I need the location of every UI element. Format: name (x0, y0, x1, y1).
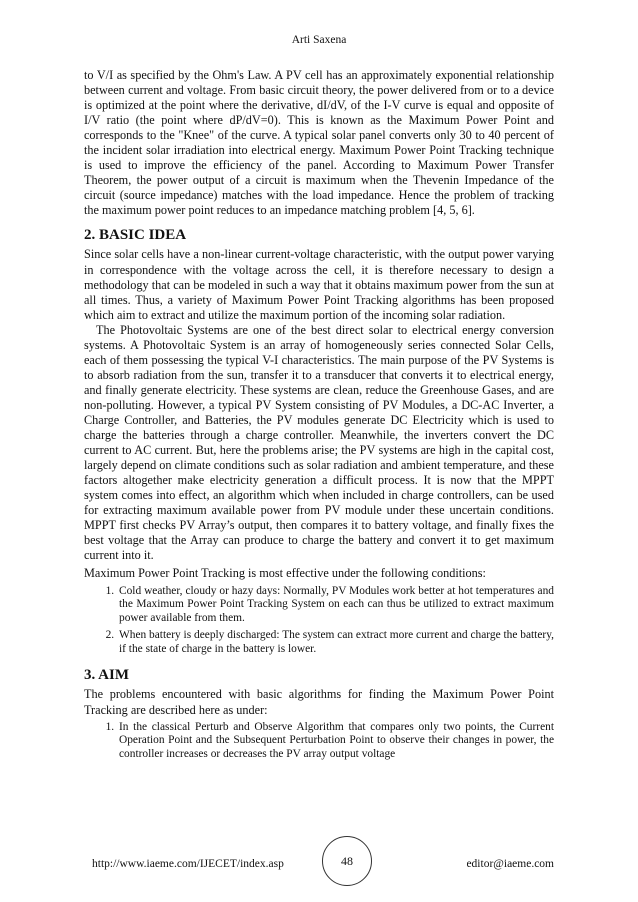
page-footer (84, 852, 554, 882)
section-heading-basic-idea: 2. BASIC IDEA (84, 227, 187, 244)
basic-idea-paragraph-2: The Photovoltaic Systems are one of the best direct solar to electrical energy conversion systems. A Photovoltaic System is an array of homogeneously series connected Solar Cells, each of them possessing the typical V-I characteristics. The main purpose of the PV Systems is to absorb radiation from the sun, transfer it to a transducer that converts it to electrical energy, and finally generate electricity. These systems are clean, reduce the Greenhouse Gases, and are non-polluting. However, a typical PV System consisting of PV Modules, a DC-AC Inverter, a Charge Controller, and Batteries, the PV modules generate DC Electricity which is used to charge the batteries through a charge controller. Meanwhile, the inverters convert the DC current to AC current. But, here the problems arise; the PV systems are high in the capital cost, largely depend on climate conditions such as solar radiation and ambient temperature, and these factors altogether make electricity generation a difficult process. It is now that the MPPT system comes into effect, an algorithm which when included in charge controllers, can be used for extracting maximum available power from PV module under these uncertain conditions. MPPT first checks PV Array’s output, then compares it to battery voltage, and finally fixes the best voltage that the Array can produce to charge the battery and convert it to get maximum current into it. (84, 322, 554, 563)
list-item: 1. Cold weather, cloudy or hazy days: Normally, PV Modules work better at hot temperatures and the Maximum Power Point Tracking System on each can thus be utilized to extract maximum power available from them. (117, 585, 554, 626)
intro-paragraph: to V/I as specified by the Ohm's Law. A PV cell has an approximately exponential relationship between current and voltage. From basic circuit theory, the power delivered from or to a device is optimized at the point where the derivative, dI/dV, of the I-V curve is equal and opposite of I/V ratio (the point where dP/dV=0). This is known as the Maximum Power Point and corresponds to the "Knee" of the curve. A typical solar panel converts only 30 to 40 percent of the incident solar irradiation into electrical energy. Maximum Power Point Tracking technique is used to improve the efficiency of the panel. According to Maximum Power Transfer Theorem, the power output of a circuit is maximum when the Thevenin Impedance of the circuit (source impedance) matches with the load impedance. Hence the problem of tracking the maximum power point reduces to an impedance matching problem [4, 5, 6]. (84, 68, 554, 218)
running-head: Arti Saxena (291, 34, 347, 46)
basic-idea-paragraph-1: Since solar cells have a non-linear current-voltage characteristic, with the output power varying in correspondence with the voltage across the cell, it is therefore necessary to design a methodology that can be modeled in such a way that it obtains maximum power from the sun at all times. Thus, a variety of Maximum Power Point Tracking algorithms has been proposed which aim to extract and utilize the maximum portion of the incoming solar radiation. (84, 247, 554, 322)
aim-list (84, 721, 554, 762)
page-number: 48 (322, 836, 372, 886)
page-body (84, 68, 554, 765)
list-item: 2. When battery is deeply discharged: The system can extract more current and charge the battery, if the state of charge in the battery is lower. (117, 629, 554, 656)
aim-paragraph-1: The problems encountered with basic algorithms for finding the Maximum Power Point Tracking are described here as under: (84, 687, 554, 717)
basic-idea-paragraph-3: Maximum Power Point Tracking is most effective under the following conditions: (84, 566, 486, 581)
footer-url-link[interactable]: http://www.iaeme.com/IJECET/index.asp (92, 858, 284, 870)
conditions-list (84, 585, 554, 657)
list-item: 1. In the classical Perturb and Observe Algorithm that compares only two points, the Current Operation Point and the Subsequent Perturbation Point to observe their changes in power, the controller increases or decreases the PV array output voltage (117, 721, 554, 762)
footer-email-link[interactable]: editor@iaeme.com (466, 858, 554, 870)
section-heading-aim: 3. AIM (84, 667, 129, 684)
